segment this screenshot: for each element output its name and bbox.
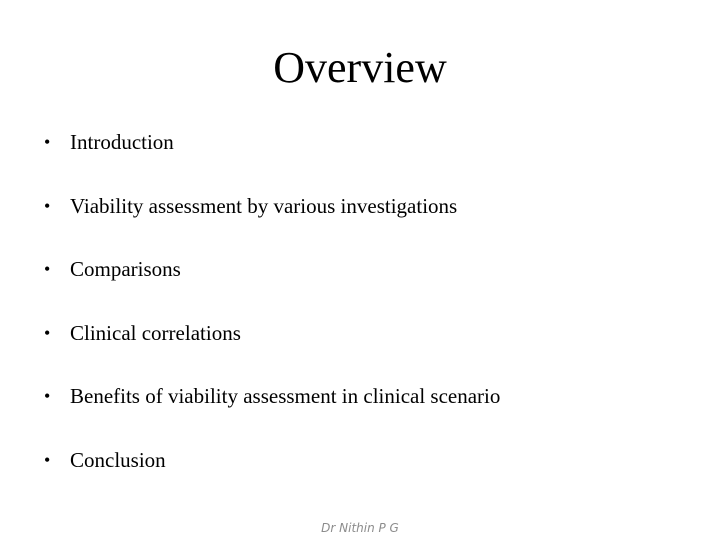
- bullet-dot-icon: •: [44, 322, 51, 343]
- bullet-item-comparisons: [44, 251, 500, 315]
- bullet-dot-icon: •: [44, 449, 51, 470]
- bullet-text: Comparisons: [70, 257, 181, 281]
- bullet-dot-icon: •: [44, 195, 51, 216]
- bullet-text: Conclusion: [70, 447, 166, 472]
- bullet-item-clinical-correlations: [44, 315, 500, 379]
- slide-footer: Dr Nithin P G: [321, 521, 399, 535]
- slide-title: Overview: [273, 43, 447, 92]
- bullet-item-conclusion: [44, 442, 500, 506]
- bullet-dot-icon: •: [44, 259, 51, 279]
- bullet-item-viability-assessment: [44, 188, 500, 252]
- bullet-item-benefits: [44, 378, 500, 442]
- bullet-dot-icon: •: [44, 386, 51, 406]
- bullet-dot-icon: •: [44, 132, 51, 152]
- bullet-item-introduction: [44, 124, 500, 188]
- bullet-list: [44, 124, 500, 505]
- bullet-text: Introduction: [70, 130, 174, 154]
- bullet-text: Clinical correlations: [70, 320, 241, 345]
- bullet-text: Benefits of viability assessment in clinical scenario: [70, 384, 501, 408]
- bullet-text: Viability assessment by various investigations: [70, 193, 458, 218]
